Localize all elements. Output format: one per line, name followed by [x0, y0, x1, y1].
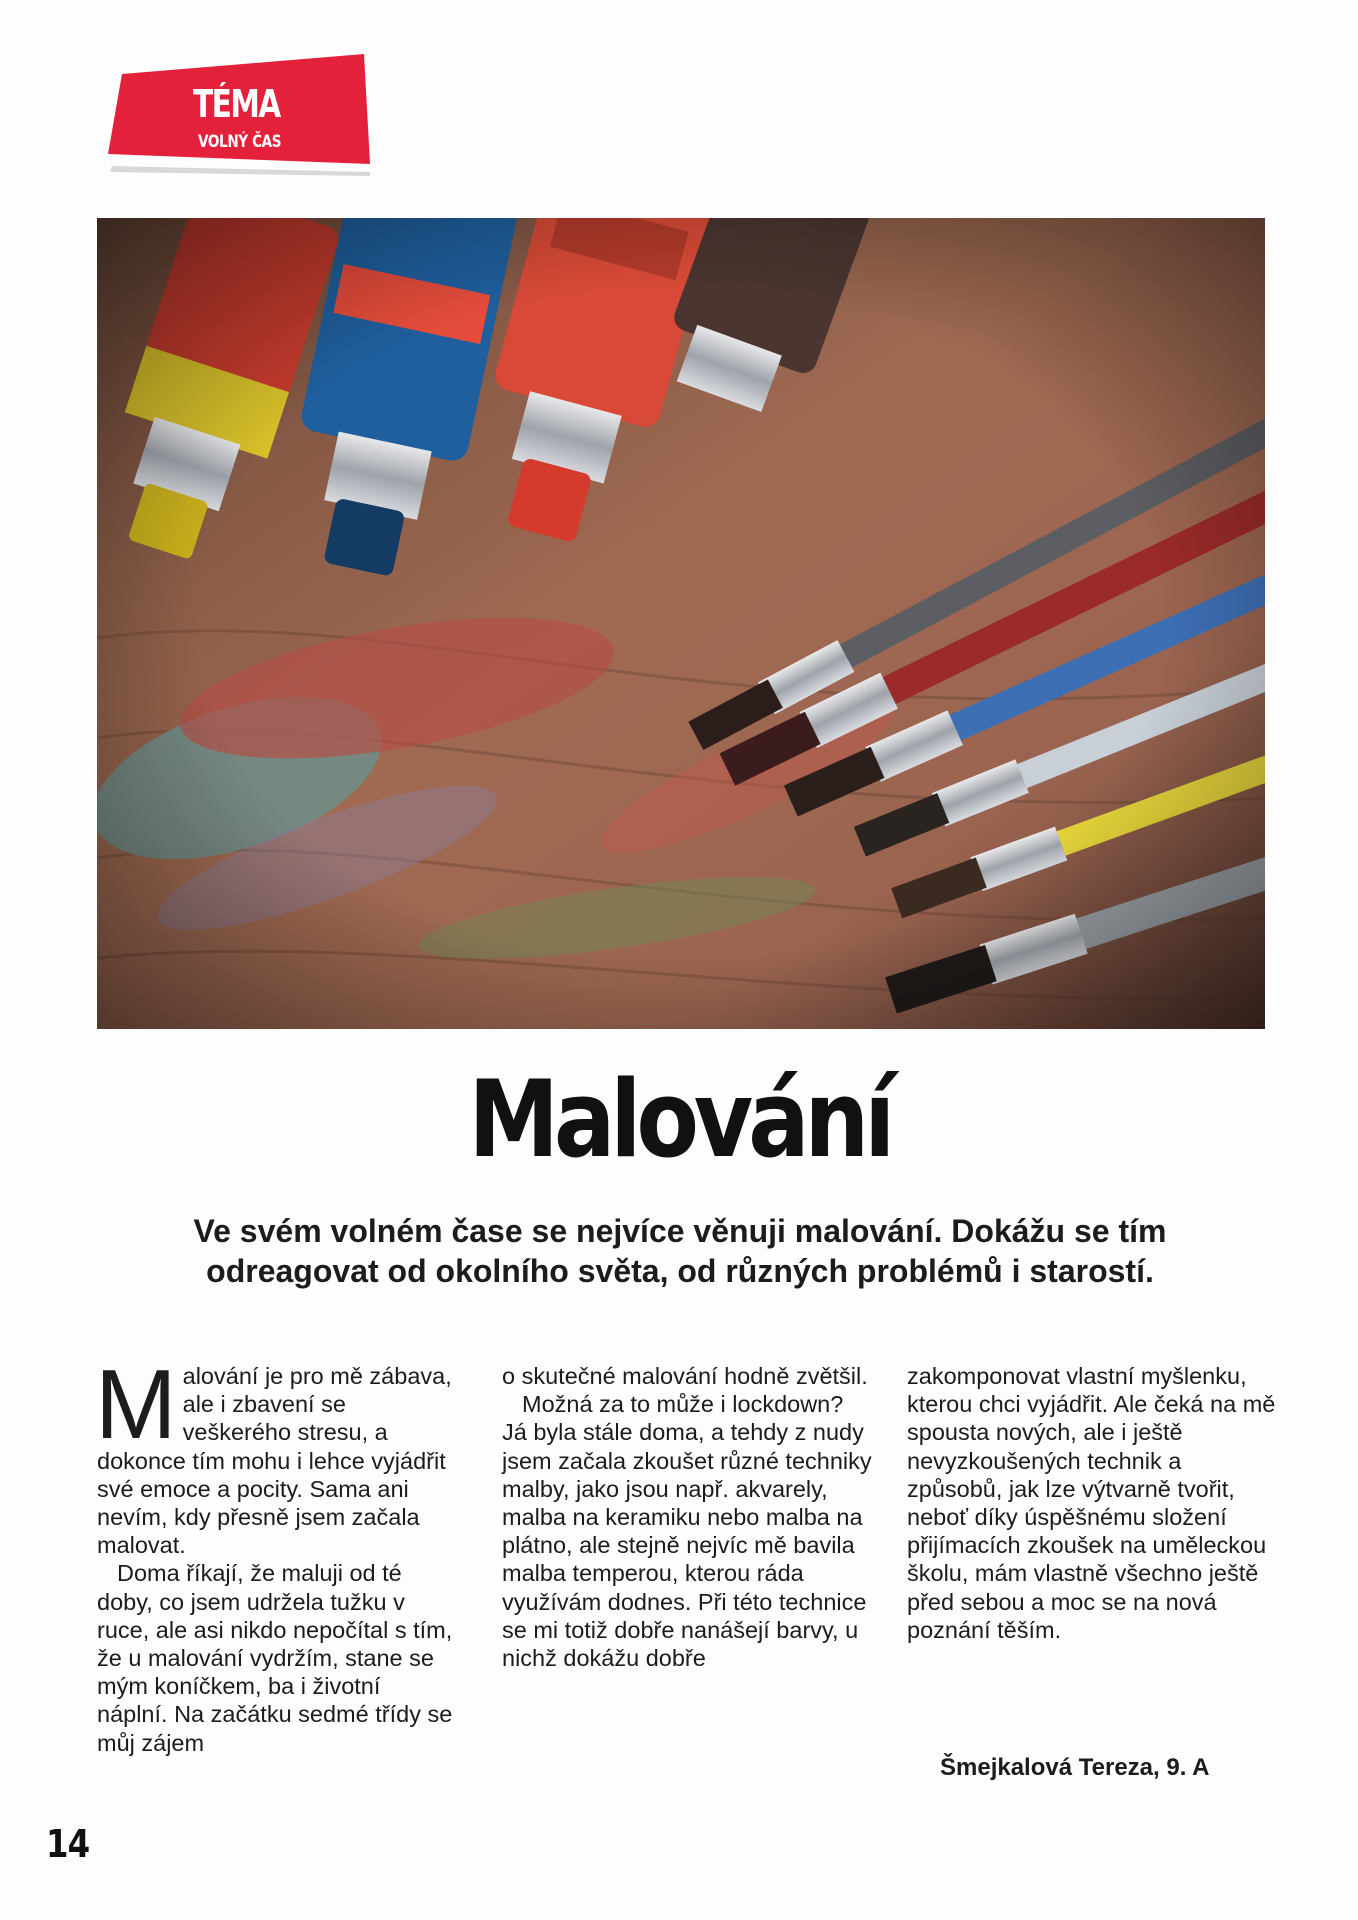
paragraph: Možná za to může i lockdown? Já byla stále doma, a tehdy z nudy jsem začala zkoušet různé techniky malby, jako jsou např. akvarely, malba na keramiku nebo malba na plátno, ale stejně nejvíc mě bavila malba temperou, kterou ráda využívám dodnes. Při této technice se mi totiž dobře nanášejí barvy, u nichž dokážu dobře: [502, 1391, 872, 1672]
section-tag: [108, 54, 370, 176]
section-title: TÉMA: [193, 82, 280, 126]
paint-tubes-and-brushes-photo: [97, 218, 1265, 1029]
paragraph-text: alování je pro mě zábava, ale i zbavení se veškerého stresu, a dokonce tím mohu i lehce vyjádřit své emoce a pocity. Sama ani nevím, kdy přesně jsem začala malovat.: [97, 1363, 452, 1559]
body-column-3: [907, 1362, 1277, 1644]
body-column-1: [95, 1349, 455, 1757]
article-title-text: Malování: [468, 1058, 890, 1181]
drop-cap: M: [95, 1349, 177, 1459]
paragraph: zakomponovat vlastní myšlenku, kterou chci vyjádřit. Ale čeká na mě spousta nových, ale i ještě nevyzkoušených technik a způsobů, jak lze výtvarně tvořit, neboť díky úspěšnému složení přijímacích zkoušek na uměleckou školu, mám vlastně všechno ještě před sebou a moc se na nová poznání těším.: [907, 1363, 1276, 1643]
paragraph: o skutečné malování hodně zvětšil.: [502, 1363, 868, 1389]
paragraph: Doma říkají, že maluji od té doby, co jsem udržela tužku v ruce, ale asi nikdo nepočítal s tím, že u malování vydržím, stane se mým koníčkem, ba i životní náplní. Na začátku sedmé třídy se můj zájem: [97, 1560, 453, 1756]
paragraph: [95, 1349, 455, 1559]
body-column-2: [502, 1362, 872, 1672]
page-number: 14: [46, 1822, 90, 1866]
article-lead: Ve svém volném čase se nejvíce věnuji malování. Dokážu se tím odreagovat od okolního světa, od různých problémů i starostí.: [193, 1213, 1167, 1289]
article-title: [0, 1058, 1358, 1181]
section-subtitle: VOLNÝ ČAS: [198, 132, 282, 152]
author-byline: Šmejkalová Tereza, 9. A: [940, 1754, 1210, 1781]
